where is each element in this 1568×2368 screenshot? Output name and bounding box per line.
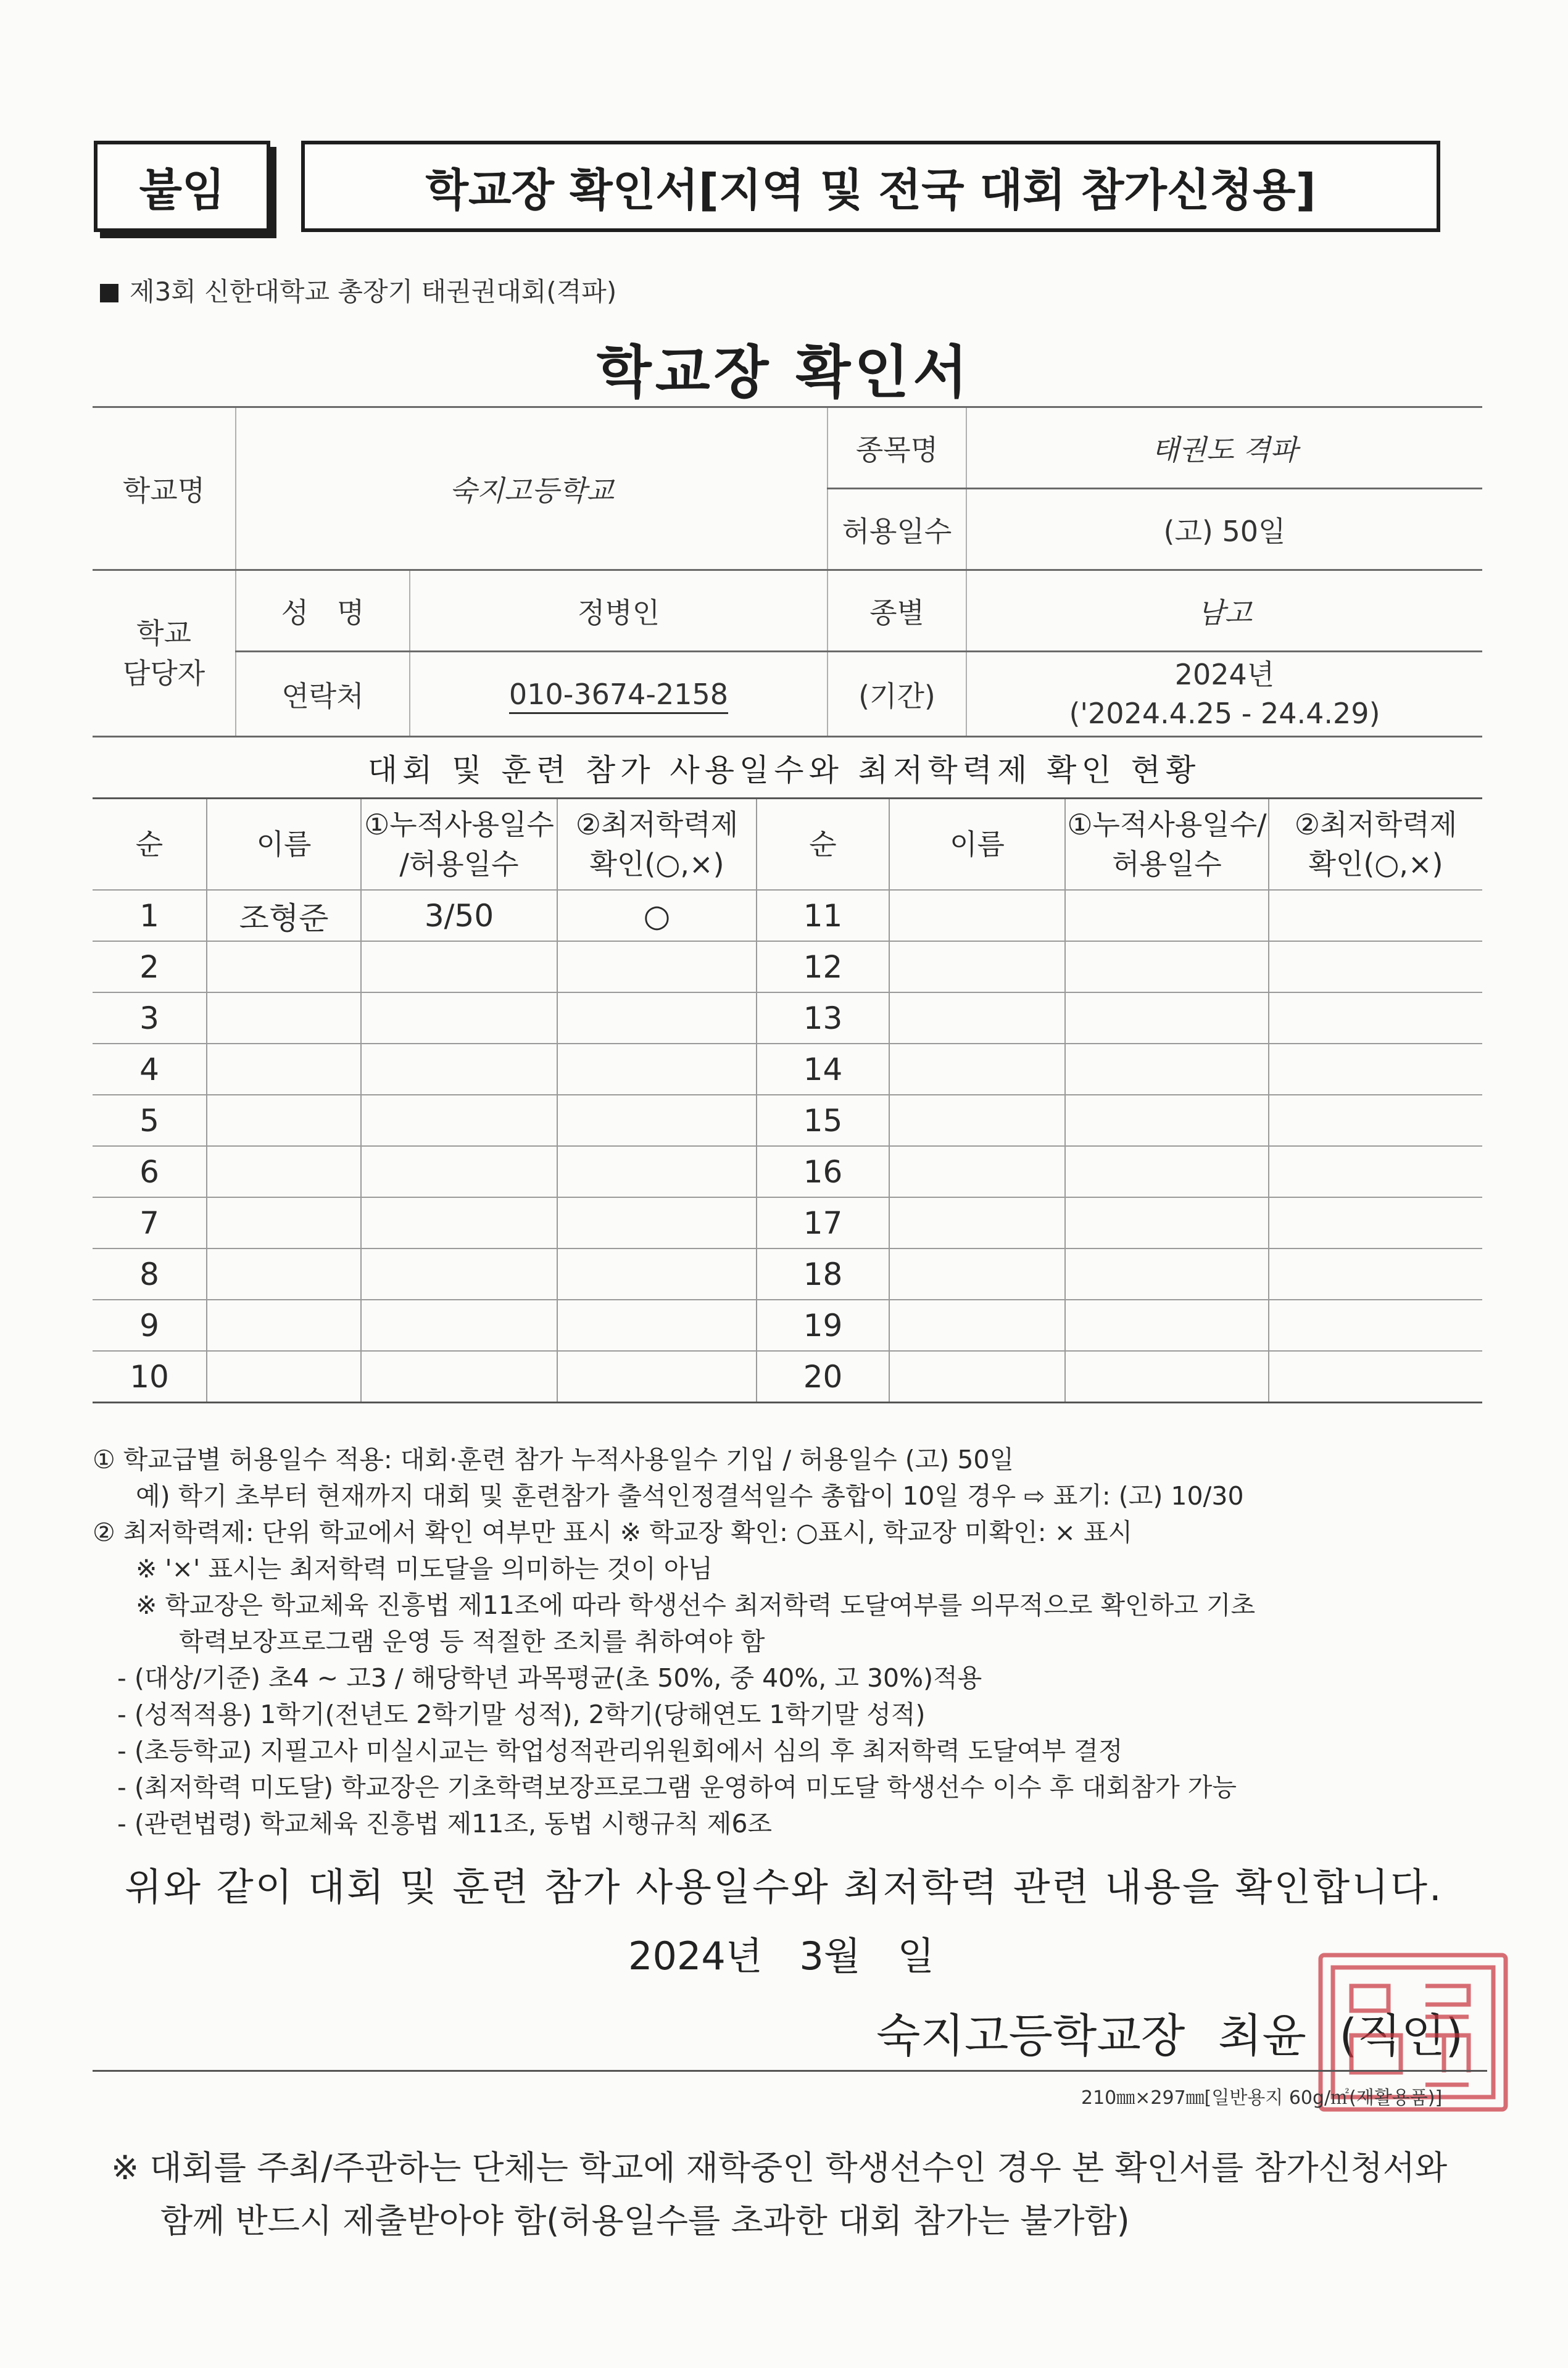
row-check (557, 1044, 757, 1095)
row-check (557, 1300, 757, 1351)
note-line: - (성적적용) 1학기(전년도 2학기말 성적), 2학기(당해연도 1학기말 성적) (117, 1700, 926, 1729)
row-check (557, 1197, 757, 1248)
row-name-right (889, 1044, 1065, 1095)
row-days-right (1065, 890, 1269, 941)
notes (93, 1442, 1487, 1842)
category-value: 남고 (966, 570, 1482, 652)
contact-label: 연락처 (236, 652, 410, 737)
row-name (207, 1044, 361, 1095)
row-days-right (1065, 992, 1269, 1044)
row-name-right (889, 992, 1065, 1044)
col-days-right: ①누적사용일수/ 허용일수 (1065, 799, 1269, 891)
row-days (361, 1044, 557, 1095)
school-info-table (93, 406, 1482, 737)
row-number: 8 (93, 1248, 207, 1300)
row-name (207, 1146, 361, 1197)
row-days (361, 1248, 557, 1300)
row-name-right (889, 1146, 1065, 1197)
row-days-right (1065, 1351, 1269, 1403)
note-line: - (관련법령) 학교체육 진흥법 제11조, 동법 시행규칙 제6조 (117, 1809, 773, 1838)
col-name: 이름 (207, 799, 361, 891)
row-name-right (889, 1248, 1065, 1300)
note-line: - (초등학교) 지필고사 미실시교는 학업성적관리위원회에서 심의 후 최저학력 도달여부 결정 (117, 1736, 1123, 1766)
row-number: 4 (93, 1044, 207, 1095)
row-name (207, 1351, 361, 1403)
allowed-days-label: 허용일수 (828, 489, 966, 570)
document-title: 학교장 확인서 (596, 339, 972, 405)
row-name-right (889, 890, 1065, 941)
row-number: 9 (93, 1300, 207, 1351)
row-days-right (1065, 1095, 1269, 1146)
bottom-note-line: 함께 반드시 제출받아야 함(허용일수를 초과한 대회 참가는 불가함) (160, 2201, 1130, 2240)
paper-spec: 210㎜×297㎜[일반용지 60g/㎡(재활용품)] (1081, 2087, 1443, 2109)
col-no: 순 (93, 799, 207, 891)
name-label: 성 명 (236, 570, 410, 652)
period-label: (기간) (828, 652, 966, 737)
note-line: - (대상/기준) 초4 ~ 고3 / 해당학년 과목평균(초 50%, 중 40%, 고 30%)적용 (117, 1663, 982, 1693)
contact-value: 010-3674-2158 (509, 678, 728, 714)
row-number: 10 (93, 1351, 207, 1403)
event-value: 태권도 격파 (966, 407, 1482, 489)
col-name-right: 이름 (889, 799, 1065, 891)
table-row (93, 1146, 1482, 1197)
row-check (557, 941, 757, 992)
row-number-right: 15 (757, 1095, 889, 1146)
table-row (93, 1095, 1482, 1146)
table-row (93, 1248, 1482, 1300)
event-subtitle: 제3회 신한대학교 총장기 태권권대회(격파) (100, 272, 616, 309)
note-line: ① 학교급별 허용일수 적용: 대회·훈련 참가 누적사용일수 기입 / 허용일수 (고) 50일 (93, 1445, 1014, 1474)
school-name-label: 학교명 (93, 407, 236, 570)
row-days (361, 1351, 557, 1403)
row-days (361, 992, 557, 1044)
row-check: ○ (557, 890, 757, 941)
row-check-right (1269, 992, 1482, 1044)
row-days: 3/50 (361, 890, 557, 941)
period-range: ('2024.4.25 - 24.4.29) (1069, 696, 1380, 730)
row-name-right (889, 1095, 1065, 1146)
period-cell (966, 652, 1482, 737)
confirm-statement: 위와 같이 대회 및 훈련 참가 사용일수와 최저학력 관련 내용을 확인합니다. (125, 1864, 1443, 1909)
note-line: - (최저학력 미도달) 학교장은 기초학력보장프로그램 운영하여 미도달 학생선수 이수 후 대회참가 가능 (117, 1772, 1237, 1802)
row-number-right: 17 (757, 1197, 889, 1248)
row-check-right (1269, 1146, 1482, 1197)
row-number-right: 18 (757, 1248, 889, 1300)
row-check (557, 992, 757, 1044)
note-line: ※ 학교장은 학교체육 진흥법 제11조에 따라 학생선수 최저학력 도달여부를 의무적으로 확인하고 기초 (136, 1590, 1256, 1620)
row-check (557, 1146, 757, 1197)
table-row (93, 992, 1482, 1044)
row-days-right (1065, 1300, 1269, 1351)
row-number: 1 (93, 890, 207, 941)
contact-cell (410, 652, 828, 737)
participant-table (93, 797, 1482, 1403)
row-number-right: 14 (757, 1044, 889, 1095)
row-number-right: 11 (757, 890, 889, 941)
table-row (93, 890, 1482, 941)
manager-label: 학교 담당자 (93, 570, 236, 737)
row-number-right: 16 (757, 1146, 889, 1197)
bottom-note-line: ※ 대회를 주최/주관하는 단체는 학교에 재학중인 학생선수인 경우 본 확인서를 참가신청서와 (111, 2148, 1448, 2187)
row-check-right (1269, 890, 1482, 941)
note-line: 학력보장프로그램 운영 등 적절한 조치를 취하여야 함 (179, 1627, 765, 1656)
row-check (557, 1095, 757, 1146)
note-line: ※ '×' 표시는 최저학력 미도달을 의미하는 것이 아님 (136, 1554, 713, 1584)
row-check-right (1269, 1351, 1482, 1403)
table-row (93, 941, 1482, 992)
row-check-right (1269, 1300, 1482, 1351)
attachment-label: 붙임 (94, 141, 270, 232)
table-row (93, 1351, 1482, 1403)
row-name-right (889, 1300, 1065, 1351)
row-check (557, 1351, 757, 1403)
row-days (361, 1300, 557, 1351)
row-number-right: 19 (757, 1300, 889, 1351)
row-days (361, 1095, 557, 1146)
divider (93, 2070, 1487, 2072)
row-days-right (1065, 1044, 1269, 1095)
issue-date: 2024년 3월 일 (628, 1934, 935, 1979)
row-name-right (889, 941, 1065, 992)
row-number: 2 (93, 941, 207, 992)
table-row (93, 1300, 1482, 1351)
row-days (361, 1146, 557, 1197)
form-heading: 학교장 확인서[지역 및 전국 대회 참가신청용] (301, 141, 1440, 232)
col-check: ②최저학력제 확인(○,×) (557, 799, 757, 891)
col-check-right: ②최저학력제 확인(○,×) (1269, 799, 1482, 891)
allowed-days-value: (고) 50일 (966, 489, 1482, 570)
row-number: 3 (93, 992, 207, 1044)
row-name-right (889, 1197, 1065, 1248)
note-line: ② 최저학력제: 단위 학교에서 확인 여부만 표시 ※ 학교장 확인: ○표시, 학교장 미확인: × 표시 (93, 1518, 1133, 1547)
row-check-right (1269, 941, 1482, 992)
row-days-right (1065, 1146, 1269, 1197)
row-days-right (1065, 941, 1269, 992)
row-check-right (1269, 1197, 1482, 1248)
square-bullet-icon (100, 284, 118, 302)
school-name-value: 숙지고등학교 (236, 407, 828, 570)
principal-signature: 숙지고등학교장 최윤 (직인) (876, 2009, 1464, 2063)
row-days (361, 941, 557, 992)
row-number-right: 20 (757, 1351, 889, 1403)
col-days: ①누적사용일수 /허용일수 (361, 799, 557, 891)
row-name (207, 1300, 361, 1351)
section-title: 대회 및 훈련 참가 사용일수와 최저학력제 확인 현황 (367, 752, 1201, 788)
note-line: 예) 학기 초부터 현재까지 대회 및 훈련참가 출석인정결석일수 총합이 10일 경우 ⇨ 표기: (고) 10/30 (136, 1481, 1244, 1511)
row-check-right (1269, 1044, 1482, 1095)
row-number-right: 12 (757, 941, 889, 992)
row-check-right (1269, 1095, 1482, 1146)
row-name: 조형준 (207, 890, 361, 941)
row-number-right: 13 (757, 992, 889, 1044)
name-value: 정병인 (410, 570, 828, 652)
row-name (207, 992, 361, 1044)
row-check (557, 1248, 757, 1300)
row-name (207, 941, 361, 992)
event-label: 종목명 (828, 407, 966, 489)
row-days (361, 1197, 557, 1248)
row-name (207, 1197, 361, 1248)
period-year: 2024년 (1174, 658, 1275, 692)
bottom-note (111, 2142, 1481, 2248)
row-name (207, 1248, 361, 1300)
row-number: 7 (93, 1197, 207, 1248)
category-label: 종별 (828, 570, 966, 652)
row-name (207, 1095, 361, 1146)
row-days-right (1065, 1248, 1269, 1300)
row-name-right (889, 1351, 1065, 1403)
col-no-right: 순 (757, 799, 889, 891)
row-number: 5 (93, 1095, 207, 1146)
row-check-right (1269, 1248, 1482, 1300)
row-number: 6 (93, 1146, 207, 1197)
row-days-right (1065, 1197, 1269, 1248)
table-row (93, 1044, 1482, 1095)
table-row (93, 1197, 1482, 1248)
